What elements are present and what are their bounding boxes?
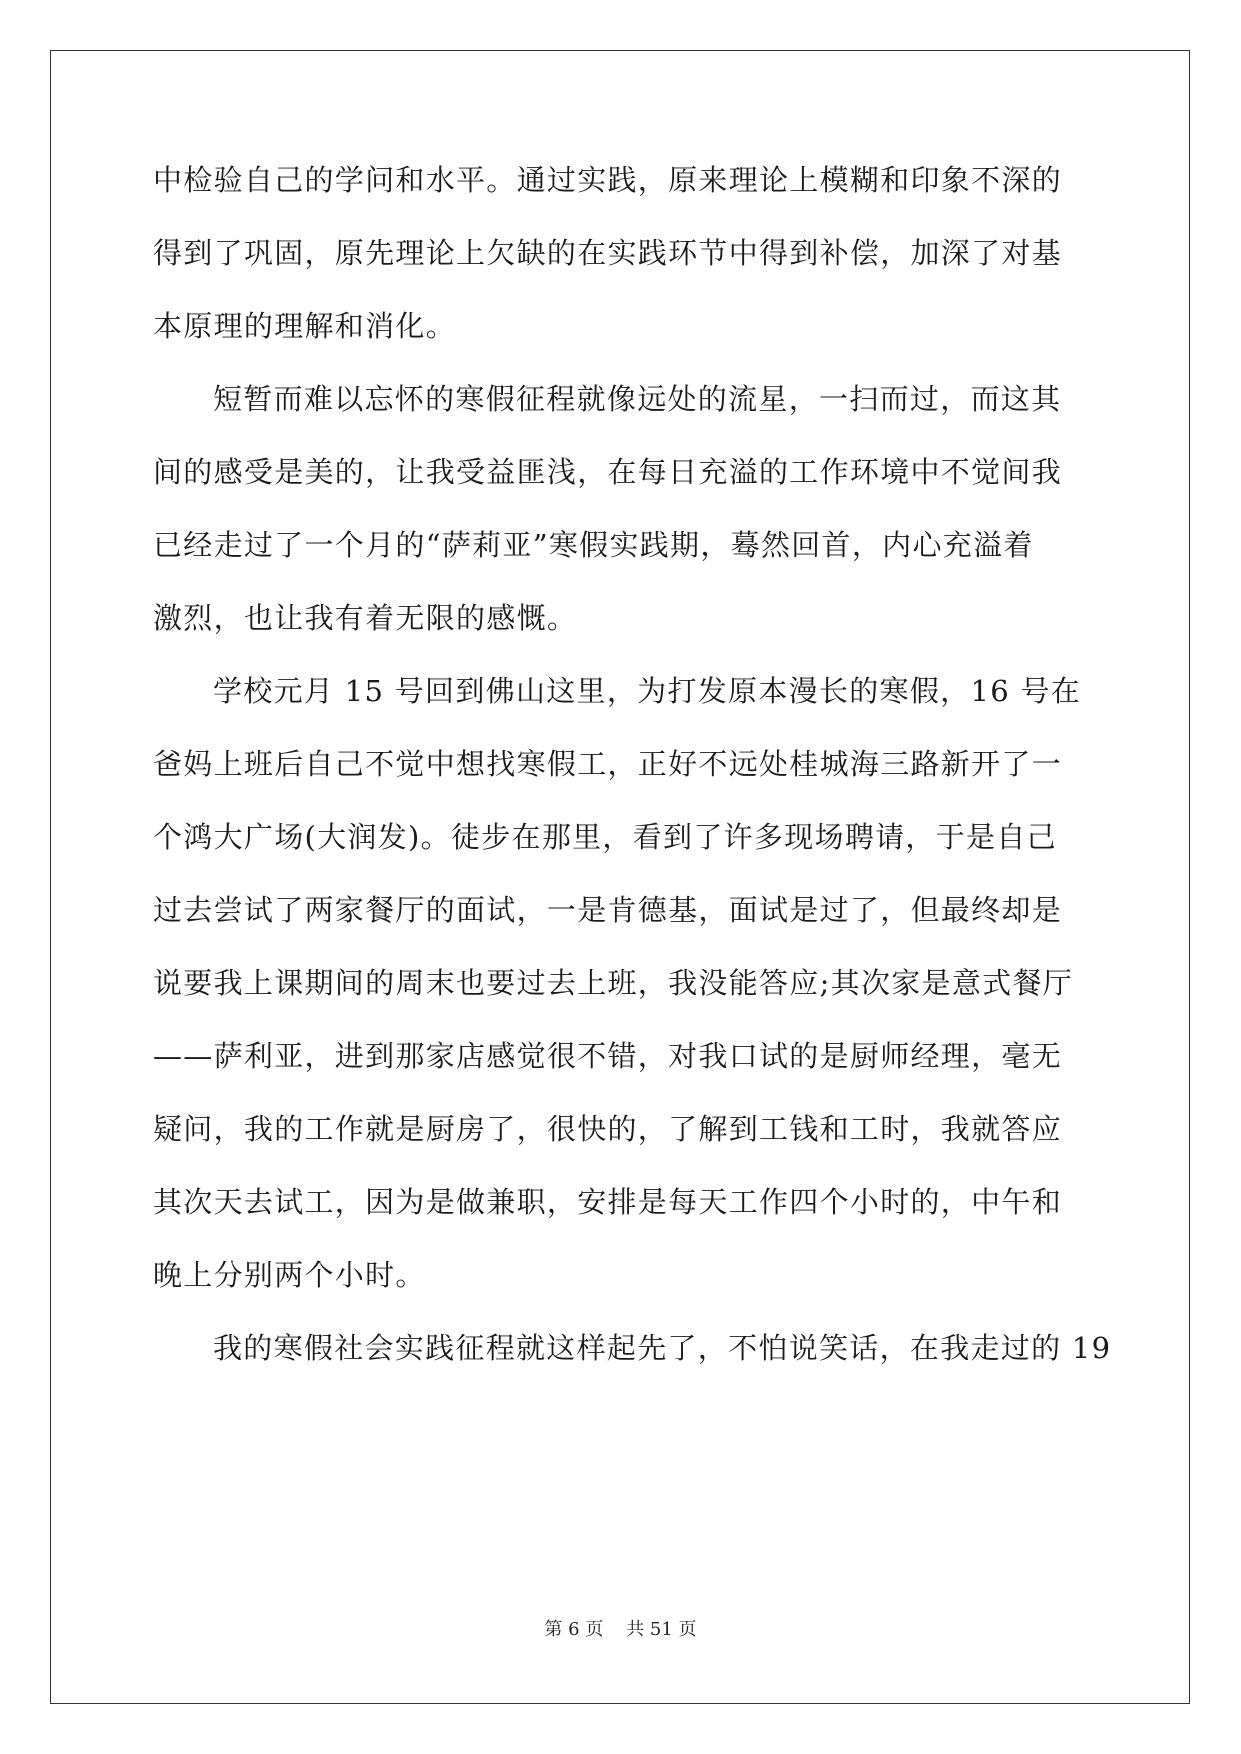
text-line: 激烈，也让我有着无限的感慨。 — [153, 601, 578, 635]
page-border — [50, 50, 1190, 1704]
text-line: ——萨利亚，进到那家店感觉很不错，对我口试的是厨师经理，毫无 — [153, 1039, 1063, 1073]
text-line: 间的感受是美的，让我受益匪浅，在每日充溢的工作环境中不觉间我 — [153, 455, 1063, 489]
text-line: 爸妈上班后自己不觉中想找寒假工，正好不远处桂城海三路新开了一 — [153, 747, 1063, 781]
text-line: 疑问，我的工作就是厨房了，很快的，了解到工钱和工时，我就答应 — [153, 1112, 1063, 1146]
paragraph-start-line: 短暂而难以忘怀的寒假征程就像远处的流星，一扫而过，而这其 — [213, 382, 1062, 416]
paragraph-start-line: 我的寒假社会实践征程就这样起先了，不怕说笑话，在我走过的 19 — [213, 1331, 1112, 1365]
text-line: 其次天去试工，因为是做兼职，安排是每天工作四个小时的，中午和 — [153, 1185, 1063, 1219]
paragraph-start-line: 学校元月 15 号回到佛山这里，为打发原本漫长的寒假，16 号在 — [213, 674, 1082, 708]
page-number-footer: 第 6 页 共 51 页 — [544, 1619, 697, 1640]
text-line: 本原理的理解和消化。 — [153, 309, 457, 343]
text-line: 说要我上课期间的周末也要过去上班，我没能答应;其次家是意式餐厅 — [153, 966, 1074, 1000]
text-line: 得到了巩固，原先理论上欠缺的在实践环节中得到补偿，加深了对基 — [153, 236, 1063, 270]
text-line: 晚上分别两个小时。 — [153, 1258, 426, 1292]
text-line: 过去尝试了两家餐厅的面试，一是肯德基，面试是过了，但最终却是 — [153, 893, 1063, 927]
text-line: 个鸿大广场(大润发)。徒步在那里，看到了许多现场聘请，于是自己 — [153, 820, 1057, 854]
text-line: 已经走过了一个月的“萨莉亚”寒假实践期，蓦然回首，内心充溢着 — [153, 528, 1034, 562]
text-line: 中检验自己的学问和水平。通过实践，原来理论上模糊和印象不深的 — [153, 163, 1063, 197]
